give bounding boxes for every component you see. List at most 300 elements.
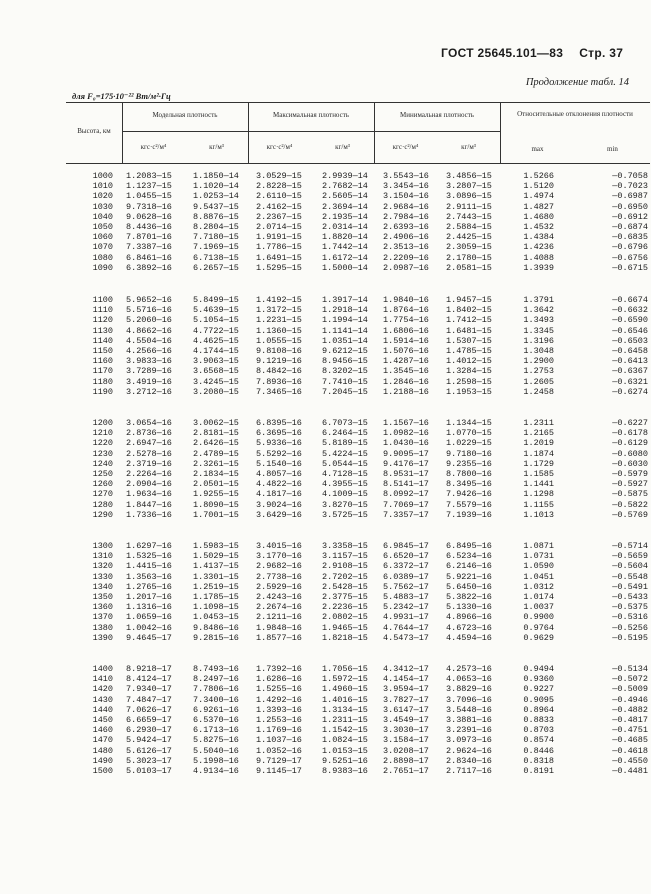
table-row xyxy=(70,449,650,459)
max-kg-cell: 2.5428—15 xyxy=(322,581,368,592)
min-kg-cell: 1.7412—15 xyxy=(446,315,492,326)
model-kgf-cell: 1.5325—16 xyxy=(126,551,172,562)
min-kgf-cell: 2.9684—16 xyxy=(383,201,429,212)
max-deviation-cell: 1.2311 xyxy=(523,418,554,428)
table-row xyxy=(70,418,650,428)
model-kgf-cell: 6.3892—16 xyxy=(126,262,172,273)
table-row xyxy=(70,489,650,499)
max-kg-cell: 1.1542—15 xyxy=(322,725,368,736)
max-kgf-cell: 8.4842—16 xyxy=(256,366,302,377)
height-cell: 1080 xyxy=(92,252,113,263)
min-kgf-cell: 8.5141—17 xyxy=(383,479,429,490)
min-kgf-cell: 2.3513—16 xyxy=(383,242,429,253)
height-cell: 1460 xyxy=(92,725,113,736)
model-kgf-cell: 1.0455—15 xyxy=(126,191,172,202)
min-kg-cell: 1.1344—15 xyxy=(446,418,492,428)
max-deviation-cell: 1.3048 xyxy=(523,346,554,356)
table-row xyxy=(70,232,650,242)
height-cell: 1000 xyxy=(92,171,113,181)
max-deviation-cell: 1.2165 xyxy=(523,428,554,439)
height-cell: 1270 xyxy=(92,489,113,500)
max-kgf-cell: 4.4822—16 xyxy=(256,479,302,490)
min-kg-cell: 2.1780—15 xyxy=(446,252,492,263)
max-kg-cell: 8.3202—15 xyxy=(322,366,368,377)
min-kg-cell: 2.7443—15 xyxy=(446,211,492,222)
model-kg-cell: 1.1098—15 xyxy=(193,602,239,613)
max-deviation-cell: 1.3345 xyxy=(523,325,554,336)
height-cell: 1500 xyxy=(92,766,113,776)
min-deviation-cell: —0.6413 xyxy=(612,356,648,367)
table-row xyxy=(70,674,650,684)
min-density-header: Минимальная плотность xyxy=(399,111,474,119)
model-kgf-cell: 2.6947—16 xyxy=(126,438,172,449)
max-kgf-cell: 2.9682—16 xyxy=(256,561,302,572)
table-row xyxy=(70,356,650,366)
model-kg-cell: 2.1834—15 xyxy=(193,469,239,479)
model-kg-cell: 6.7138—15 xyxy=(193,252,239,263)
max-kg-cell: 8.9456—15 xyxy=(322,356,368,367)
max-kg-cell: 1.0824—15 xyxy=(322,735,368,746)
min-deviation-cell: —0.5134 xyxy=(612,664,648,674)
model-kg-cell: 5.8499—15 xyxy=(193,295,239,305)
min-kgf-cell: 3.1584—17 xyxy=(383,735,429,746)
height-cell: 1120 xyxy=(92,315,113,326)
model-kgf-cell: 1.1316—16 xyxy=(126,602,172,613)
min-kgf-cell: 6.6520—17 xyxy=(383,551,429,562)
min-kg-cell: 3.4856—15 xyxy=(446,171,492,181)
table-row xyxy=(70,253,650,263)
min-kg-cell: 2.3059—15 xyxy=(446,242,492,253)
table-row xyxy=(70,551,650,561)
min-deviation-cell: —0.5548 xyxy=(612,571,648,582)
min-kg-cell: 9.2355—16 xyxy=(446,458,492,469)
table-row xyxy=(70,387,650,397)
model-kg-cell: 6.5370—16 xyxy=(193,715,239,725)
model-kgf-cell: 1.6297—16 xyxy=(126,541,172,551)
min-deviation-cell: —0.5491 xyxy=(612,581,648,592)
table-row xyxy=(70,181,650,191)
max-kg-cell: 2.7202—15 xyxy=(322,571,368,582)
min-kg-cell: 1.6481—15 xyxy=(446,325,492,336)
model-kgf-cell: 1.9634—16 xyxy=(126,489,172,500)
max-deviation-cell: 1.5266 xyxy=(523,171,554,181)
max-kgf-cell: 9.8108—16 xyxy=(256,346,302,356)
max-deviation-cell: 1.4532 xyxy=(523,222,554,232)
min-deviation-cell: —0.5714 xyxy=(612,541,648,551)
unit-max: max xyxy=(531,145,544,153)
model-kgf-cell: 1.1237—15 xyxy=(126,181,172,192)
min-kg-cell: 3.2807—15 xyxy=(446,181,492,192)
max-deviation-cell: 1.2019 xyxy=(523,438,554,449)
max-kgf-cell: 1.5295—15 xyxy=(256,262,302,273)
max-kg-cell: 9.5251—16 xyxy=(322,755,368,766)
table-row xyxy=(70,212,650,222)
min-kgf-cell: 2.4906—16 xyxy=(383,232,429,243)
min-kg-cell: 1.9457—15 xyxy=(446,295,492,305)
max-kgf-cell: 1.8577—16 xyxy=(256,632,302,643)
max-kgf-cell: 9.1219—16 xyxy=(256,356,302,367)
min-kgf-cell: 2.7651—17 xyxy=(383,766,429,776)
table-row xyxy=(70,612,650,622)
min-kg-cell: 7.5579—16 xyxy=(446,499,492,510)
max-kgf-cell: 1.9191—15 xyxy=(256,232,302,243)
model-kgf-cell: 7.0626—17 xyxy=(126,704,172,715)
table-row xyxy=(70,735,650,745)
height-cell: 1410 xyxy=(92,674,113,685)
max-deviation-cell: 1.1585 xyxy=(523,469,554,479)
height-cell: 1150 xyxy=(92,346,113,356)
min-kgf-cell: 1.2846—16 xyxy=(383,376,429,387)
min-deviation-cell: —0.6321 xyxy=(612,376,648,387)
min-kg-cell: 1.0229—15 xyxy=(446,438,492,449)
model-kg-cell: 9.5437—15 xyxy=(193,201,239,212)
height-cell: 1130 xyxy=(92,325,113,336)
min-kg-cell: 4.4594—16 xyxy=(446,632,492,643)
min-deviation-cell: —0.5604 xyxy=(612,561,648,572)
min-deviation-cell: —0.6950 xyxy=(612,201,648,212)
max-kgf-cell: 2.7738—16 xyxy=(256,571,302,582)
min-deviation-cell: —0.6178 xyxy=(612,428,648,439)
max-kg-cell: 3.5725—15 xyxy=(322,509,368,520)
height-cell: 1060 xyxy=(92,232,113,243)
model-kgf-cell: 7.4847—17 xyxy=(126,694,172,705)
max-kg-cell: 1.1141—14 xyxy=(322,325,368,336)
table-condition: для F₀=175·10⁻²² Вт/м²·Гц xyxy=(72,91,171,101)
max-kg-cell: 5.4224—15 xyxy=(322,448,368,459)
min-deviation-cell: —0.4946 xyxy=(612,694,648,705)
max-kg-cell: 5.0544—15 xyxy=(322,458,368,469)
max-deviation-cell: 1.0590 xyxy=(523,561,554,572)
max-kg-cell: 1.8218—15 xyxy=(322,632,368,643)
max-kg-cell: 1.5972—15 xyxy=(322,674,368,685)
model-kgf-cell: 1.2765—16 xyxy=(126,581,172,592)
max-kg-cell: 2.5605—14 xyxy=(322,191,368,202)
max-kgf-cell: 2.2674—16 xyxy=(256,602,302,613)
model-kg-cell: 1.5983—15 xyxy=(193,541,239,551)
min-kgf-cell: 4.7644—17 xyxy=(383,622,429,633)
max-deviation-cell: 0.8446 xyxy=(523,745,554,756)
relative-deviation-header: Относительные отклонения плотности xyxy=(517,110,633,118)
model-kg-cell: 3.6568—15 xyxy=(193,366,239,377)
model-kg-cell: 7.3400—16 xyxy=(193,694,239,705)
max-kgf-cell: 1.6491—15 xyxy=(256,252,302,263)
height-cell: 1230 xyxy=(92,448,113,459)
max-deviation-cell: 1.1155 xyxy=(523,499,554,510)
height-cell: 1260 xyxy=(92,479,113,490)
table-row xyxy=(70,428,650,438)
model-kg-cell: 5.8275—16 xyxy=(193,735,239,746)
min-deviation-cell: —0.6632 xyxy=(612,305,648,316)
min-kgf-cell: 5.4883—17 xyxy=(383,592,429,602)
model-kg-cell: 8.7493—16 xyxy=(193,664,239,674)
min-deviation-cell: —0.5316 xyxy=(612,612,648,623)
table-row xyxy=(70,715,650,725)
model-kgf-cell: 9.7318—16 xyxy=(126,201,172,212)
table-row xyxy=(70,191,650,201)
height-cell: 1160 xyxy=(92,356,113,367)
min-kg-cell: 6.5234—16 xyxy=(446,551,492,562)
max-deviation-cell: 1.2753 xyxy=(523,366,554,377)
max-kg-cell: 2.1935—14 xyxy=(322,211,368,222)
min-kgf-cell: 3.0208—17 xyxy=(383,745,429,756)
min-kg-cell: 3.5448—16 xyxy=(446,704,492,715)
min-kg-cell: 5.1330—16 xyxy=(446,602,492,613)
model-kgf-cell: 8.4124—17 xyxy=(126,674,172,685)
max-kg-cell: 1.2311—15 xyxy=(322,715,368,725)
table-row xyxy=(70,500,650,510)
min-deviation-cell: —0.5822 xyxy=(612,499,648,510)
min-kg-cell: 3.3881—16 xyxy=(446,715,492,725)
min-kg-cell: 3.8829—16 xyxy=(446,684,492,695)
min-deviation-cell: —0.4550 xyxy=(612,755,648,766)
height-cell: 1370 xyxy=(92,612,113,623)
max-kg-cell: 1.1994—14 xyxy=(322,315,368,326)
table-row xyxy=(70,366,650,376)
table-row xyxy=(70,695,650,705)
max-kg-cell: 4.7128—15 xyxy=(322,469,368,479)
table-row xyxy=(70,326,650,336)
table-row xyxy=(70,438,650,448)
min-kgf-cell: 7.3357—17 xyxy=(383,509,429,520)
height-cell: 1390 xyxy=(92,632,113,643)
min-deviation-cell: —0.6503 xyxy=(612,335,648,346)
table-row xyxy=(70,346,650,356)
height-cell: 1170 xyxy=(92,366,113,377)
model-kg-cell: 3.4245—15 xyxy=(193,376,239,387)
max-deviation-cell: 0.9629 xyxy=(523,632,554,643)
max-deviation-cell: 0.8191 xyxy=(523,766,554,776)
max-kg-cell: 3.1157—15 xyxy=(322,551,368,562)
min-kgf-cell: 3.4549—17 xyxy=(383,715,429,725)
max-kgf-cell: 9.1145—17 xyxy=(256,766,302,776)
max-deviation-cell: 1.0731 xyxy=(523,551,554,562)
min-kg-cell: 7.1939—16 xyxy=(446,509,492,520)
model-kg-cell: 2.6426—15 xyxy=(193,438,239,449)
model-kg-cell: 3.2080—15 xyxy=(193,386,239,397)
table-row xyxy=(70,295,650,305)
model-kgf-cell: 1.2083—15 xyxy=(126,171,172,181)
height-cell: 1290 xyxy=(92,509,113,520)
model-kg-cell: 1.5029—15 xyxy=(193,551,239,562)
min-kgf-cell: 1.2188—16 xyxy=(383,386,429,397)
model-kgf-cell: 3.4919—16 xyxy=(126,376,172,387)
max-deviation-cell: 1.2605 xyxy=(523,376,554,387)
model-kg-cell: 3.9063—15 xyxy=(193,356,239,367)
height-cell: 1220 xyxy=(92,438,113,449)
min-kg-cell: 6.8495—16 xyxy=(446,541,492,551)
max-deviation-cell: 0.9095 xyxy=(523,694,554,705)
table-row xyxy=(70,222,650,232)
model-kg-cell: 8.2497—16 xyxy=(193,674,239,685)
unit-model-kgf: кгс·с²/м⁴ xyxy=(140,143,167,151)
min-kg-cell: 2.0581—15 xyxy=(446,262,492,273)
model-kgf-cell: 5.3023—17 xyxy=(126,755,172,766)
table-row xyxy=(70,623,650,633)
min-kg-cell: 1.0770—15 xyxy=(446,428,492,439)
max-kgf-cell: 4.8057—16 xyxy=(256,469,302,479)
min-kgf-cell: 8.9531—17 xyxy=(383,469,429,479)
min-kgf-cell: 1.9840—16 xyxy=(383,295,429,305)
max-kgf-cell: 3.0529—15 xyxy=(256,171,302,181)
max-kgf-cell: 1.0352—16 xyxy=(256,745,302,756)
min-kg-cell: 3.0973—16 xyxy=(446,735,492,746)
max-kgf-cell: 1.0555—15 xyxy=(256,335,302,346)
max-deviation-cell: 1.4384 xyxy=(523,232,554,243)
max-deviation-cell: 1.4088 xyxy=(523,252,554,263)
min-kgf-cell: 4.5473—17 xyxy=(383,632,429,643)
model-kgf-cell: 7.3387—16 xyxy=(126,242,172,253)
min-kgf-cell: 2.8898—17 xyxy=(383,755,429,766)
min-deviation-cell: —0.6874 xyxy=(612,222,648,232)
height-cell: 1350 xyxy=(92,592,113,602)
height-cell: 1360 xyxy=(92,602,113,613)
max-kg-cell: 1.0153—15 xyxy=(322,745,368,756)
max-deviation-cell: 0.9494 xyxy=(523,664,554,674)
model-kgf-cell: 2.2264—16 xyxy=(126,469,172,479)
min-kg-cell: 5.3822—16 xyxy=(446,592,492,602)
max-kgf-cell: 3.1770—16 xyxy=(256,551,302,562)
model-kgf-cell: 3.2712—16 xyxy=(126,386,172,397)
model-kgf-cell: 5.0103—17 xyxy=(126,766,172,776)
min-kgf-cell: 1.4287—16 xyxy=(383,356,429,367)
min-kgf-cell: 5.7562—17 xyxy=(383,581,429,592)
model-kgf-cell: 2.3719—16 xyxy=(126,458,172,469)
min-deviation-cell: —0.5195 xyxy=(612,632,648,643)
min-kgf-cell: 6.3372—17 xyxy=(383,561,429,572)
model-kg-cell: 7.7180—15 xyxy=(193,232,239,243)
max-kg-cell: 1.7056—15 xyxy=(322,664,368,674)
max-kgf-cell: 3.9024—16 xyxy=(256,499,302,510)
max-kgf-cell: 2.4243—16 xyxy=(256,592,302,602)
table-row xyxy=(70,766,650,776)
min-kg-cell: 2.7117—16 xyxy=(446,766,492,776)
min-deviation-cell: —0.6835 xyxy=(612,232,648,243)
unit-min-kgf: кгс·с²/м⁴ xyxy=(392,143,419,151)
min-deviation-cell: —0.6756 xyxy=(612,252,648,263)
min-kg-cell: 5.6450—16 xyxy=(446,581,492,592)
max-kg-cell: 1.8820—14 xyxy=(322,232,368,243)
max-kg-cell: 1.9465—15 xyxy=(322,622,368,633)
max-deviation-cell: 1.3939 xyxy=(523,262,554,273)
model-kg-cell: 3.0062—15 xyxy=(193,418,239,428)
max-kgf-cell: 1.3172—15 xyxy=(256,305,302,316)
min-kg-cell: 3.7096—16 xyxy=(446,694,492,705)
min-kgf-cell: 1.3545—16 xyxy=(383,366,429,377)
table-row xyxy=(70,602,650,612)
model-kg-cell: 6.9261—16 xyxy=(193,704,239,715)
model-kgf-cell: 3.7289—16 xyxy=(126,366,172,377)
max-deviation-cell: 1.5120 xyxy=(523,181,554,192)
max-deviation-cell: 0.8703 xyxy=(523,725,554,736)
min-deviation-cell: —0.5927 xyxy=(612,479,648,490)
unit-max-kg: кг/м³ xyxy=(335,143,350,151)
height-cell: 1250 xyxy=(92,469,113,479)
model-kgf-cell: 9.4645—17 xyxy=(126,632,172,643)
height-cell: 1070 xyxy=(92,242,113,253)
standard-number: ГОСТ 25645.101—83 xyxy=(441,46,564,60)
max-deviation-cell: 1.4236 xyxy=(523,242,554,253)
height-cell: 1210 xyxy=(92,428,113,439)
model-kg-cell: 5.5040—16 xyxy=(193,745,239,756)
model-kgf-cell: 4.2566—16 xyxy=(126,346,172,356)
model-kgf-cell: 4.8662—16 xyxy=(126,325,172,336)
model-kg-cell: 4.9134—16 xyxy=(193,766,239,776)
min-deviation-cell: —0.4618 xyxy=(612,745,648,756)
table-row xyxy=(70,510,650,520)
max-deviation-cell: 0.8318 xyxy=(523,755,554,766)
min-deviation-cell: —0.7058 xyxy=(612,171,648,181)
min-kgf-cell: 2.7984—16 xyxy=(383,211,429,222)
max-kg-cell: 9.6212—15 xyxy=(322,346,368,356)
min-kgf-cell: 1.5914—16 xyxy=(383,335,429,346)
min-deviation-cell: —0.5433 xyxy=(612,592,648,602)
model-kgf-cell: 2.0904—16 xyxy=(126,479,172,490)
min-deviation-cell: —0.6912 xyxy=(612,211,648,222)
max-deviation-cell: 1.1013 xyxy=(523,509,554,520)
model-kg-cell: 1.3301—15 xyxy=(193,571,239,582)
min-kgf-cell: 3.5543—16 xyxy=(383,171,429,181)
height-cell: 1020 xyxy=(92,191,113,202)
max-kg-cell: 2.9108—15 xyxy=(322,561,368,572)
model-kg-cell: 2.0501—15 xyxy=(193,479,239,490)
min-deviation-cell: —0.6274 xyxy=(612,386,648,397)
min-kgf-cell: 3.7827—17 xyxy=(383,694,429,705)
min-deviation-cell: —0.6030 xyxy=(612,458,648,469)
table-row xyxy=(70,756,650,766)
min-kgf-cell: 1.1567—16 xyxy=(383,418,429,428)
min-kgf-cell: 1.5076—16 xyxy=(383,346,429,356)
unit-model-kg: кг/м³ xyxy=(209,143,224,151)
model-kgf-cell: 1.0659—16 xyxy=(126,612,172,623)
table-row xyxy=(70,377,650,387)
model-kgf-cell: 1.0042—16 xyxy=(126,622,172,633)
max-kg-cell: 7.7410—15 xyxy=(322,376,368,387)
height-cell: 1340 xyxy=(92,581,113,592)
model-kg-cell: 5.1054—15 xyxy=(193,315,239,326)
max-kgf-cell: 1.3393—16 xyxy=(256,704,302,715)
model-kg-cell: 1.1850—14 xyxy=(193,171,239,181)
height-cell: 1310 xyxy=(92,551,113,562)
min-kg-cell: 8.3495—16 xyxy=(446,479,492,490)
model-kgf-cell: 4.5504—16 xyxy=(126,335,172,346)
height-cell: 1380 xyxy=(92,622,113,633)
min-kg-cell: 1.5307—15 xyxy=(446,335,492,346)
max-deviation-cell: 0.9227 xyxy=(523,684,554,695)
min-deviation-cell: —0.5009 xyxy=(612,684,648,695)
max-kgf-cell: 1.4192—15 xyxy=(256,295,302,305)
max-kgf-cell: 1.1769—16 xyxy=(256,725,302,736)
height-cell: 1200 xyxy=(92,418,113,428)
model-kgf-cell: 1.7336—16 xyxy=(126,509,172,520)
continuation-note: Продолжение табл. 14 xyxy=(525,77,629,88)
max-deviation-cell: 1.3791 xyxy=(523,295,554,305)
min-deviation-cell: —0.4817 xyxy=(612,715,648,725)
height-cell: 1100 xyxy=(92,295,113,305)
max-deviation-cell: 1.4974 xyxy=(523,191,554,202)
model-kg-cell: 2.4789—15 xyxy=(193,448,239,459)
model-kg-cell: 8.8876—15 xyxy=(193,211,239,222)
model-kgf-cell: 9.0628—16 xyxy=(126,211,172,222)
max-deviation-cell: 1.0312 xyxy=(523,581,554,592)
model-kgf-cell: 1.8447—16 xyxy=(126,499,172,510)
max-kgf-cell: 5.5292—16 xyxy=(256,448,302,459)
unit-min-kg: кг/м³ xyxy=(461,143,476,151)
min-deviation-cell: —0.5659 xyxy=(612,551,648,562)
max-kg-cell: 2.7682—14 xyxy=(322,181,368,192)
model-kg-cell: 7.1969—15 xyxy=(193,242,239,253)
max-deviation-cell: 1.1298 xyxy=(523,489,554,500)
model-kgf-cell: 5.6126—17 xyxy=(126,745,172,756)
